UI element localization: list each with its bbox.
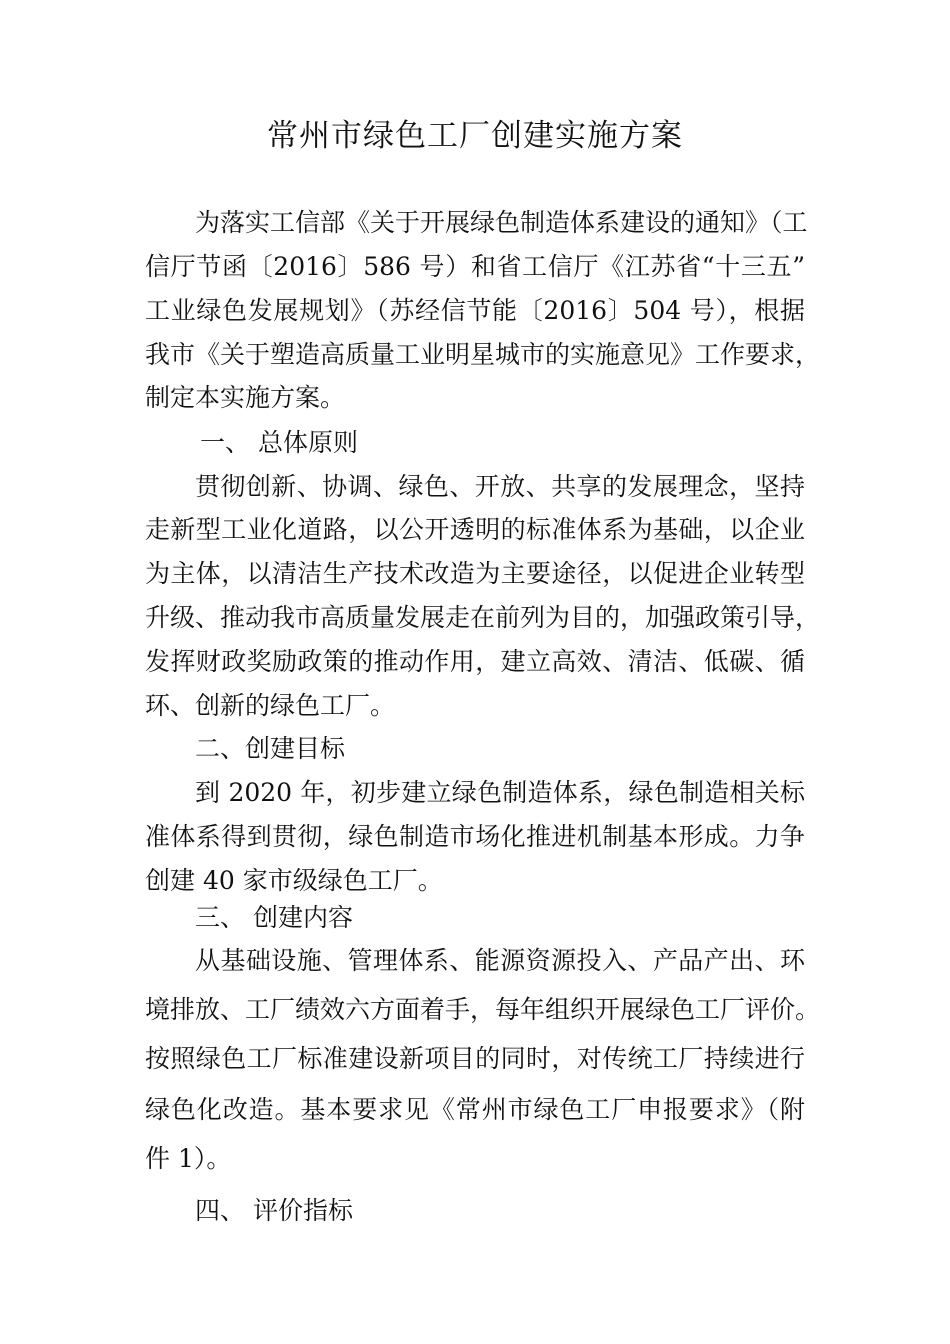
- section3-line-2: 境排放、工厂绩效六方面着手，每年组织开展绿色工厂评价。: [145, 995, 821, 1024]
- section3-line-3: 按照绿色工厂标准建设新项目的同时，对传统工厂持续进行: [145, 1044, 805, 1073]
- section3-line-4: 绿色化改造。基本要求见《常州市绿色工厂申报要求》（附: [145, 1095, 805, 1124]
- section2-line-2: 准体系得到贯彻，绿色制造市场化推进机制基本形成。力争: [145, 822, 805, 851]
- section-heading-goals: 二、创建目标: [195, 734, 346, 763]
- intro-line-5: 制定本实施方案。: [145, 383, 346, 412]
- section-heading-content: 三、 创建内容: [195, 903, 353, 932]
- document-title: 常州市绿色工厂创建实施方案: [267, 118, 683, 154]
- section3-line-5: 件 1）。: [145, 1144, 232, 1173]
- section3-line-1: 从基础设施、管理体系、能源资源投入、产品产出、环: [195, 946, 805, 975]
- section1-line-3: 为主体，以清洁生产技术改造为主要途径，以促进企业转型: [145, 559, 805, 588]
- section1-line-1: 贯彻创新、协调、绿色、开放、共享的发展理念，坚持: [195, 472, 805, 501]
- section1-line-6: 环、创新的绿色工厂。: [145, 691, 396, 720]
- section1-line-2: 走新型工业化道路，以公开透明的标准体系为基础，以企业: [145, 515, 805, 544]
- intro-line-3: 工业绿色发展规划》（苏经信节能〔2016〕504 号），根据: [145, 296, 805, 325]
- section-heading-principles: 一、 总体原则: [200, 428, 358, 457]
- section2-line-1: 到 2020 年，初步建立绿色制造体系，绿色制造相关标: [195, 778, 805, 807]
- section1-line-5: 发挥财政奖励政策的推动作用，建立高效、清洁、低碳、循: [145, 647, 805, 676]
- intro-line-2: 信厅节函〔2016〕586 号）和省工信厅《江苏省“十三五”: [145, 252, 805, 281]
- intro-line-1: 为落实工信部《关于开展绿色制造体系建设的通知》（工: [195, 208, 808, 237]
- intro-line-4: 我市《关于塑造高质量工业明星城市的实施意见》工作要求，: [145, 340, 821, 369]
- section2-line-3: 创建 40 家市级绿色工厂。: [145, 866, 443, 895]
- section-heading-indicators: 四、 评价指标: [195, 1196, 353, 1225]
- section1-line-4: 升级、推动我市高质量发展走在前列为目的，加强政策引导，: [145, 603, 821, 632]
